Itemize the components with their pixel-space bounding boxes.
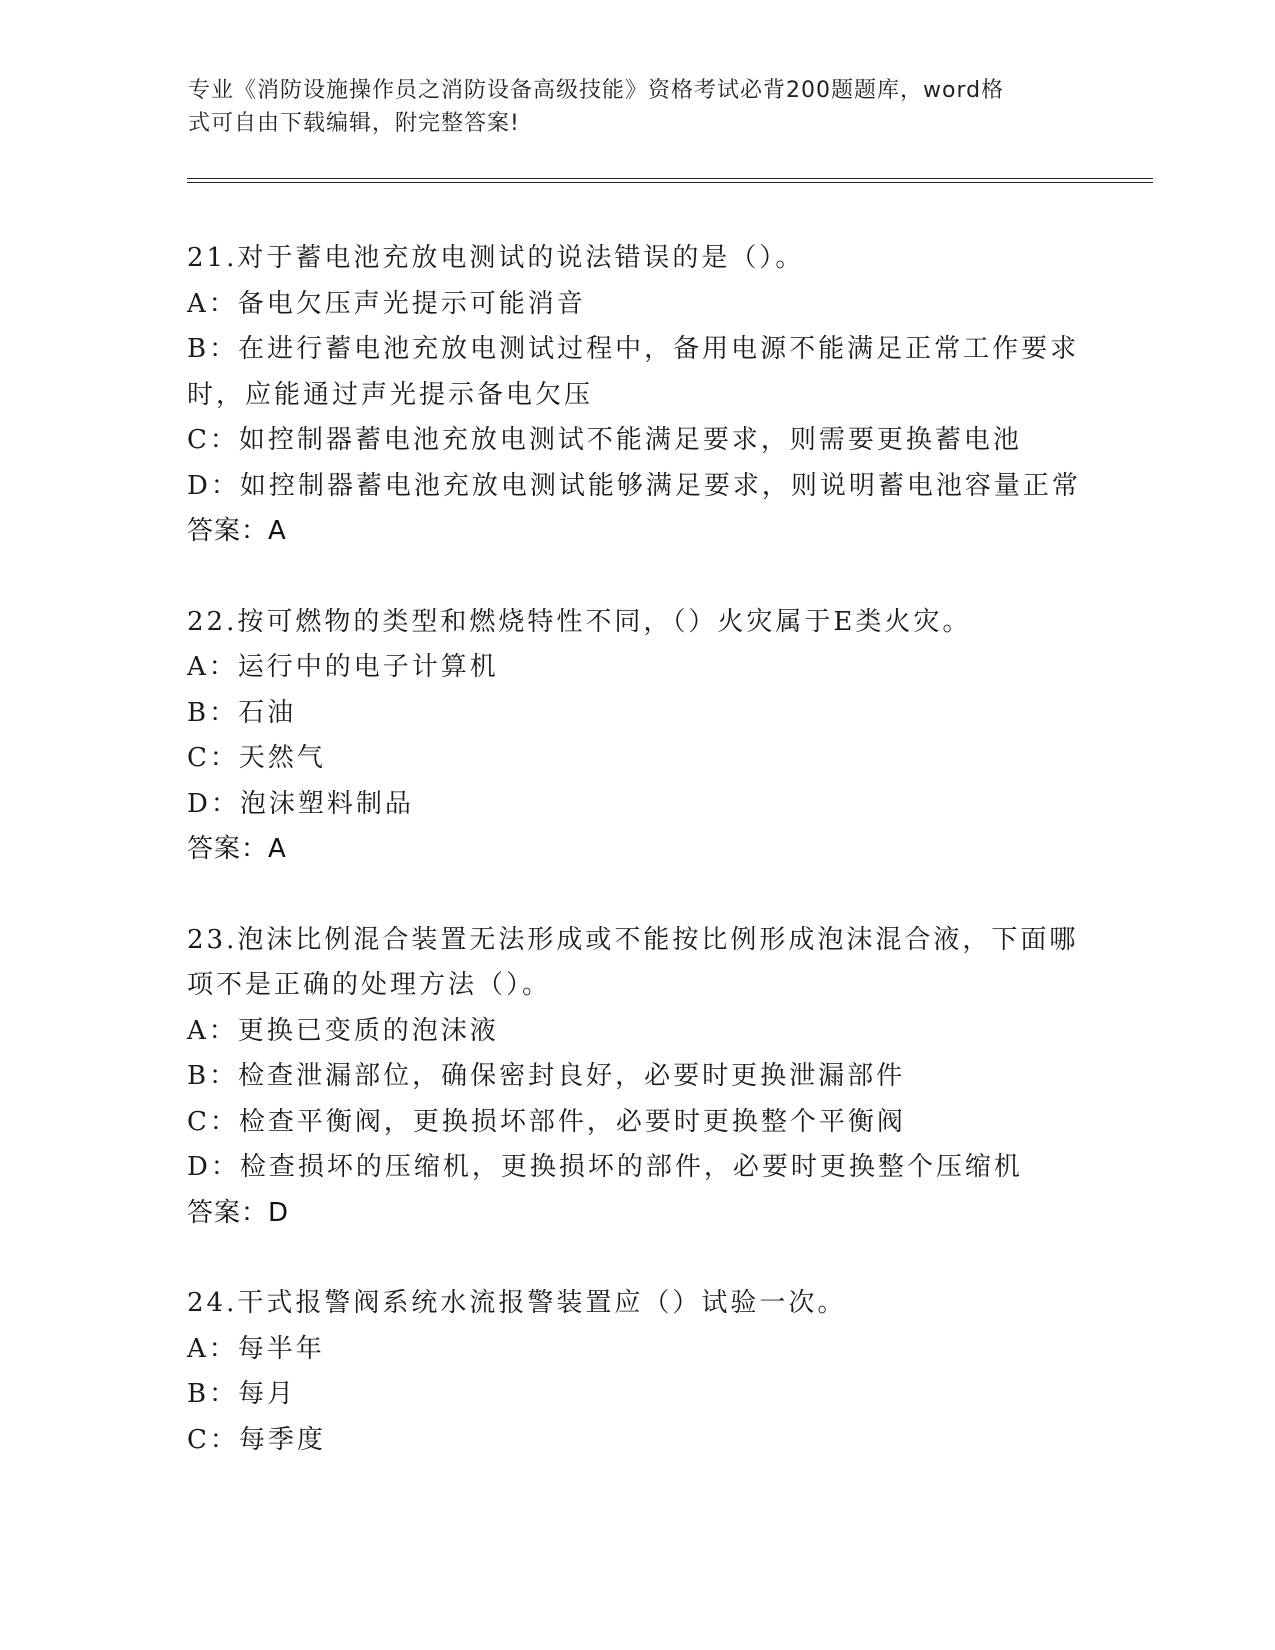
option-b: B：每月 — [187, 1379, 297, 1409]
option-a: A：备电欠压声光提示可能消音 — [187, 288, 586, 319]
question-stem: 23.泡沫比例混合装置无法形成或不能按比例形成泡沫混合液，下面哪 — [187, 924, 1079, 955]
header-divider — [187, 182, 1153, 183]
option-a: A：运行中的电子计算机 — [187, 652, 499, 682]
option-b: B：在进行蓄电池充放电测试过程中，备用电源不能满足正常工作要求 — [187, 334, 1080, 364]
question-list — [187, 236, 1107, 1508]
option-b: B：检查泄漏部位，确保密封良好，必要时更换泄漏部件 — [187, 1061, 906, 1091]
option-d: D：检查损坏的压缩机，更换损坏的部件，必要时更换整个压缩机 — [187, 1152, 1023, 1182]
question-stem: 22.按可燃物的类型和燃烧特性不同，（）火灾属于E类火灾。 — [187, 606, 972, 637]
option-c: C：如控制器蓄电池充放电测试不能满足要求，则需要更换蓄电池 — [187, 425, 1022, 455]
option-b: B：石油 — [187, 697, 297, 728]
answer-label: 答案：A — [187, 516, 287, 546]
header-divider — [187, 178, 1153, 179]
question-stem-continued: 项不是正确的处理方法（）。 — [187, 970, 552, 1000]
question-stem: 21.对于蓄电池充放电测试的说法错误的是（）。 — [187, 243, 805, 273]
option-b-continued: 时，应能通过声光提示备电欠压 — [187, 379, 594, 410]
header-line: 式可自由下载编辑，附完整答案! — [188, 111, 520, 136]
option-a: A：每半年 — [187, 1333, 325, 1364]
answer-label: 答案：A — [187, 834, 287, 864]
answer-label: 答案：D — [187, 1197, 290, 1228]
question-24 — [187, 1281, 1107, 1463]
header-line: 专业《消防设施操作员之消防设备高级技能》资格考试必背200题题库，word格 — [188, 78, 1005, 103]
question-21 — [187, 236, 1107, 555]
option-a: A：更换已变质的泡沫液 — [187, 1015, 499, 1046]
option-c: C：天然气 — [187, 743, 326, 773]
option-d: D：泡沫塑料制品 — [187, 788, 414, 819]
option-d: D：如控制器蓄电池充放电测试能够满足要求，则说明蓄电池容量正常 — [187, 470, 1081, 501]
option-c: C：检查平衡阀，更换损坏部件，必要时更换整个平衡阀 — [187, 1106, 906, 1137]
question-23 — [187, 918, 1107, 1237]
document-header — [188, 74, 1068, 140]
option-c: C：每季度 — [187, 1424, 326, 1455]
question-stem: 24.干式报警阀系统水流报警装置应（）试验一次。 — [187, 1288, 847, 1318]
question-22 — [187, 600, 1107, 873]
